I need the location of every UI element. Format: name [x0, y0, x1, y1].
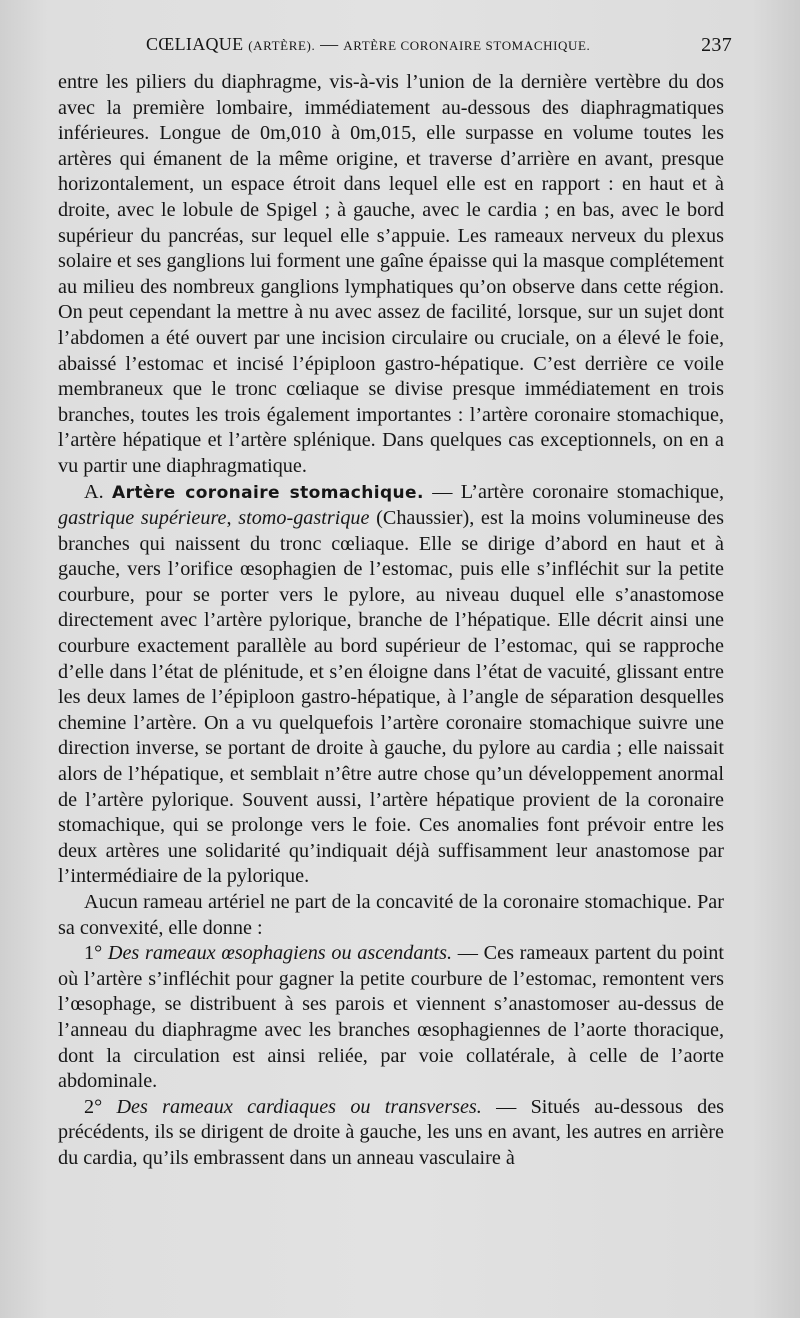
paragraph-2-part-b: ,: [226, 507, 239, 530]
item-2-text: — Situés au-dessous des précédents, ils se dirigent de droite à gauche, les uns en avant, les autres en arrière du cardia, qu’ils embrassent dans un anneau vasculaire à: [58, 1095, 725, 1169]
header-title-main: CŒLIAQUE: [146, 34, 244, 54]
section-letter: A.: [84, 480, 104, 503]
item-1-text: — Ces rameaux partent du point où l’artère s’infléchit pour gagner la petite courbure de l’estomac, remontent vers l’œsophage, se distribuent à ses parois et viennent s’anastomoser au-dessus de l’anneau du diaphragme avec les branches œsophagiennes de l’aorte thoracique, dont la circulation est ainsi reliée, par voie collatérale, à celle de l’aorte abdominale.: [58, 942, 724, 1093]
header-dash: —: [320, 34, 339, 54]
header-title: [146, 34, 590, 55]
item-1-number: 1°: [84, 942, 103, 965]
header-subtitle: ARTÈRE CORONAIRE STOMACHIQUE.: [343, 38, 591, 53]
section-heading: Artère coronaire stomachique.: [112, 482, 424, 503]
paragraph-3: Aucun rameau artériel ne part de la concavité de la coronaire stomachique. Par sa convexité, elle donne :: [58, 891, 724, 939]
paragraph-2-part-a: — L’artère coronaire stomachique,: [423, 480, 725, 503]
paragraph-1: entre les piliers du diaphragme, vis-à-vis l’union de la dernière vertèbre du dos avec la première lombaire, immédiatement au-dessous des diaphragmatiques inférieures. Longue de 0m,010 à 0m,015, elle surpasse en volume toutes les artères qui émanent de la même origine, et traverse d’arrière en avant, presque horizontalement, un espace étroit dans lequel elle est en rapport : en haut et à droite, avec le lobule de Spigel ; à gauche, avec le cardia ; en bas, avec le bord supérieur du pancréas, sur lequel elle s’appuie. Les rameaux nerveux du plexus solaire et ses ganglions lui forment une gaîne épaisse qui la masque complétement au milieu des nombreux ganglions lymphatiques qu’on observe dans cette région. On peut cependant la mettre à nu avec assez de facilité, lorsque, sur un sujet dont l’abdomen a été ouvert par une incision circulaire ou cruciale, on a élevé le foie, abaissé l’estomac et incisé l’épiploon gastro-hépatique. C’est derrière ce voile membraneux que le tronc cœliaque se divise presque immédiatement en trois branches, toutes les trois également importantes : l’artère coronaire stomachique, l’artère hépatique et l’artère splénique. Dans quelques cas exceptionnels, on en a vu partir une diaphragmatique.: [58, 71, 724, 477]
paragraph-4: [58, 941, 724, 1095]
header-title-paren: (ARTÈRE).: [248, 38, 316, 53]
body-text: [58, 70, 724, 1172]
synonym-1: gastrique supérieure: [58, 507, 227, 530]
item-2-number: 2°: [84, 1095, 103, 1118]
paragraph-2-part-c: (Chaussier), est la moins volumineuse des branches qui naissent du tronc cœliaque. Elle se dirige d’abord en haut et à gauche, vers l’orifice œsophagien de l’estomac, puis elle s’infléchit sur la petite courbure, pour se porter vers le pylore, au niveau duquel elle s’anastomose directement avec l’artère pylorique, branche de l’hépatique. Elle décrit ainsi une courbure exactement parallèle au bord supérieur de l’estomac, qui se rapproche d’elle dans l’état de plénitude, et s’en éloigne dans l’état de vacuité, glissant entre les deux lames de l’épiploon gastro-hépatique, à l’angle de séparation desquelles chemine l’artère. On a vu quelquefois l’artère coronaire stomachique suivre une direction inverse, se portant de droite à gauche, du pylore au cardia ; elle naissait alors de l’hépatique, et semblait n’être autre chose qu’un développement anormal de l’artère pylorique. Souvent aussi, l’artère hépatique provient de la coronaire stomachique, qui se prolonge vers le foie. Ces anomalies font prévoir entre les deux artères une solidarité qu’indiquait déjà suffisamment leur anastomose par l’intermédiaire de la pylorique.: [58, 507, 724, 888]
running-header: [146, 34, 732, 64]
item-1-title: Des rameaux œsophagiens ou ascendants.: [107, 942, 453, 965]
item-2-title: Des rameaux cardiaques ou transverses.: [116, 1095, 482, 1118]
paragraph-2: [58, 480, 724, 891]
page-number: 237: [701, 34, 732, 56]
paragraph-5: [58, 1095, 724, 1172]
synonym-2: stomo-gastrique: [238, 507, 370, 530]
